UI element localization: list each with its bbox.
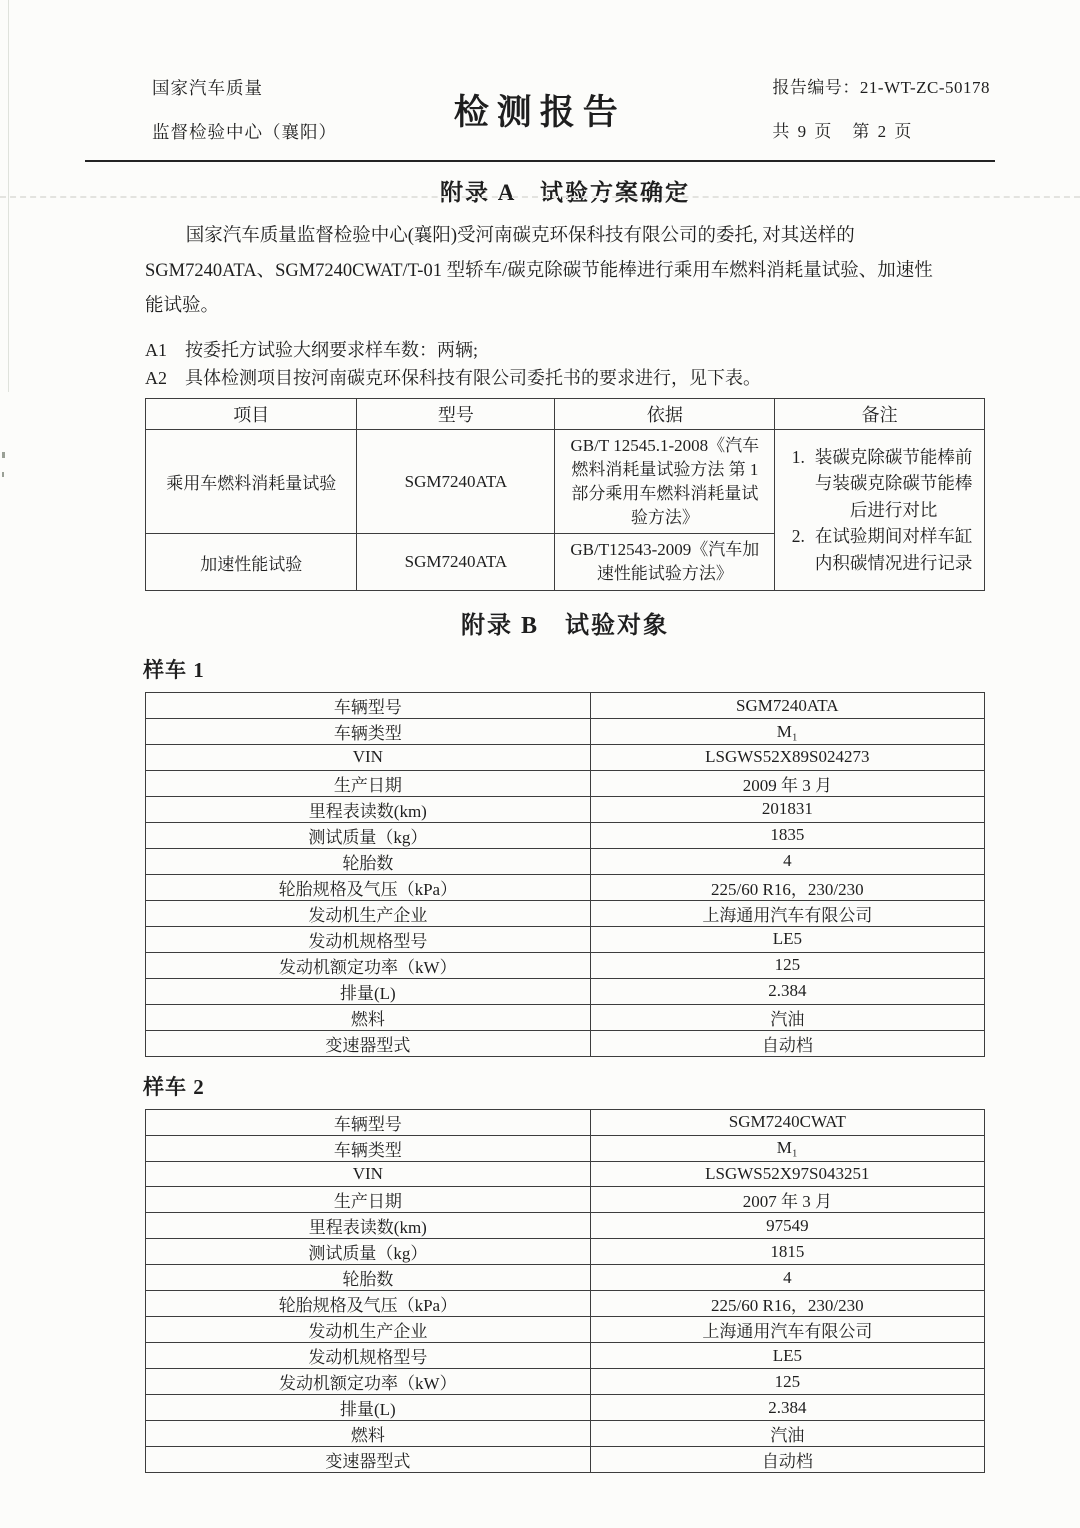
test-plan-table [145, 398, 985, 591]
spec-row [146, 822, 985, 848]
spec-value: 汽油 [590, 1004, 984, 1030]
spec-label: 变速器型式 [146, 1030, 591, 1056]
spec-value: LE5 [590, 1343, 984, 1369]
spec-label: 发动机生产企业 [146, 1317, 591, 1343]
spec-value: 2007 年 3 月 [590, 1187, 984, 1213]
spec-value: 自动档 [590, 1030, 984, 1056]
spec-label: 发动机生产企业 [146, 900, 591, 926]
spec-label: 排量(L) [146, 1395, 591, 1421]
spec-label: 车辆型号 [146, 693, 591, 719]
spec-value: 225/60 R16，230/230 [590, 1291, 984, 1317]
vehicle-2-spec-table [145, 1109, 985, 1474]
scan-speck-artifact [2, 452, 5, 458]
spec-value: 1835 [590, 822, 984, 848]
spec-row [146, 1317, 985, 1343]
remarks-list [785, 444, 978, 577]
spec-row [146, 796, 985, 822]
spec-label: 里程表读数(km) [146, 796, 591, 822]
spec-label: 生产日期 [146, 770, 591, 796]
spec-row [146, 1343, 985, 1369]
spec-label: 发动机额定功率（kW） [146, 1369, 591, 1395]
vehicle-1-spec-table [145, 692, 985, 1057]
spec-row [146, 1447, 985, 1473]
page-info: 共 9 页 第 2 页 [772, 122, 914, 141]
scan-dash-artifact [0, 196, 1080, 198]
spec-value: SGM7240ATA [590, 693, 984, 719]
test-item: 加速性能试验 [146, 534, 357, 591]
vehicle-section-1 [145, 654, 985, 1057]
spec-label: 发动机额定功率（kW） [146, 952, 591, 978]
test-basis: GB/T 12545.1-2008《汽车燃料消耗量试验方法 第 1 部分乘用车燃料消耗量试验方法》 [555, 430, 775, 534]
report-header [90, 0, 990, 160]
spec-row [146, 1187, 985, 1213]
test-remarks-cell [775, 430, 985, 591]
spec-value: 上海通用汽车有限公司 [590, 1317, 984, 1343]
appendix-a-items [145, 336, 985, 392]
vehicle-1-heading: 样车 1 [143, 658, 205, 682]
spec-value: LSGWS52X97S043251 [590, 1161, 984, 1187]
intro-line: 国家汽车质量监督检验中心(襄阳)受河南碳克环保科技有限公司的委托, 对其送样的 [185, 226, 855, 246]
spec-value: 4 [590, 848, 984, 874]
intro-line: SGM7240ATA、SGM7240CWAT/T-01 型轿车/碳克除碳节能棒进行乘用车燃料消耗量试验、加速性 [145, 261, 933, 281]
spec-label: 燃料 [146, 1421, 591, 1447]
spec-label: 测试质量（kg） [146, 1239, 591, 1265]
spec-label: 轮胎数 [146, 848, 591, 874]
spec-row [146, 1004, 985, 1030]
appendix-b-title: 附录 B 试验对象 [460, 613, 669, 639]
spec-row [146, 1030, 985, 1056]
spec-row [146, 1161, 985, 1187]
spec-row [146, 693, 985, 719]
spec-label: 发动机规格型号 [146, 1343, 591, 1369]
org-name-block [152, 66, 337, 154]
spec-row [146, 900, 985, 926]
spec-value: 2.384 [590, 978, 984, 1004]
org-name-line1: 国家汽车质量 [152, 78, 263, 98]
spec-value: 上海通用汽车有限公司 [590, 900, 984, 926]
spec-label: 车辆类型 [146, 1135, 591, 1161]
spec-label: 轮胎规格及气压（kPa） [146, 1291, 591, 1317]
spec-label: 车辆类型 [146, 719, 591, 745]
col-header-basis: 依据 [555, 399, 775, 430]
spec-row [146, 1265, 985, 1291]
org-name-line2: 监督检验中心（襄阳） [152, 122, 337, 142]
col-header-remark: 备注 [775, 399, 985, 430]
spec-label: 轮胎规格及气压（kPa） [146, 874, 591, 900]
spec-row [146, 1109, 985, 1135]
appendix-a-intro [145, 219, 985, 324]
spec-value: 225/60 R16，230/230 [590, 874, 984, 900]
spec-value: SGM7240CWAT [590, 1109, 984, 1135]
spec-label: 车辆型号 [146, 1109, 591, 1135]
remark-item: 1. 装碳克除碳节能棒前与装碳克除碳节能棒后进行对比 [809, 444, 978, 524]
spec-row [146, 978, 985, 1004]
spec-value: 125 [590, 952, 984, 978]
spec-value: 201831 [590, 796, 984, 822]
spec-label: 轮胎数 [146, 1265, 591, 1291]
spec-value: 97549 [590, 1213, 984, 1239]
vehicle-section-2 [145, 1071, 985, 1474]
report-number: 报告编号：21-WT-ZC-50178 [772, 78, 990, 97]
remark-item: 2. 在试验期间对样车缸内积碳情况进行记录 [809, 523, 978, 576]
col-header-item: 项目 [146, 399, 357, 430]
report-title: 检测报告 [453, 93, 626, 132]
spec-row [146, 1395, 985, 1421]
test-basis: GB/T12543-2009《汽车加速性能试验方法》 [555, 534, 775, 591]
spec-row [146, 926, 985, 952]
spec-value: LE5 [590, 926, 984, 952]
test-plan-header-row [146, 399, 985, 430]
spec-row [146, 1213, 985, 1239]
spec-value: LSGWS52X89S024273 [590, 745, 984, 771]
spec-label: 变速器型式 [146, 1447, 591, 1473]
test-item: 乘用车燃料消耗量试验 [146, 430, 357, 534]
spec-row [146, 770, 985, 796]
item-a2: A2 具体检测项目按河南碳克环保科技有限公司委托书的要求进行，见下表。 [145, 368, 761, 388]
test-plan-row-fuel [146, 430, 985, 534]
item-a1: A1 按委托方试验大纲要求样车数：两辆; [145, 340, 478, 360]
spec-value: M₁ [590, 719, 984, 745]
spec-label: 排量(L) [146, 978, 591, 1004]
spec-value: 4 [590, 1265, 984, 1291]
spec-value: 2.384 [590, 1395, 984, 1421]
spec-value: 2009 年 3 月 [590, 770, 984, 796]
spec-value: M₁ [590, 1135, 984, 1161]
spec-label: 燃料 [146, 1004, 591, 1030]
spec-label: 生产日期 [146, 1187, 591, 1213]
vehicle-2-heading: 样车 2 [143, 1074, 205, 1099]
spec-row [146, 1135, 985, 1161]
spec-row [146, 1421, 985, 1447]
spec-label: VIN [146, 745, 591, 771]
col-header-model: 型号 [357, 399, 555, 430]
test-model: SGM7240ATA [357, 534, 555, 591]
spec-row [146, 745, 985, 771]
spec-row [146, 1291, 985, 1317]
spec-row [146, 1369, 985, 1395]
report-meta-block [772, 66, 990, 154]
spec-label: 测试质量（kg） [146, 822, 591, 848]
scan-speck-artifact [2, 472, 4, 477]
spec-row [146, 952, 985, 978]
spec-label: 发动机规格型号 [146, 926, 591, 952]
spec-value: 自动档 [590, 1447, 984, 1473]
page-content [145, 174, 985, 1473]
spec-value: 125 [590, 1369, 984, 1395]
header-divider [85, 160, 995, 162]
test-model: SGM7240ATA [357, 430, 555, 534]
spec-label: 里程表读数(km) [146, 1213, 591, 1239]
spec-label: VIN [146, 1161, 591, 1187]
spec-value: 1815 [590, 1239, 984, 1265]
spec-row [146, 848, 985, 874]
spec-value: 汽油 [590, 1421, 984, 1447]
appendix-a-title: 附录 A 试验方案确定 [439, 180, 691, 205]
spec-row [146, 874, 985, 900]
intro-line: 能试验。 [145, 296, 220, 316]
spec-row [146, 719, 985, 745]
spec-row [146, 1239, 985, 1265]
